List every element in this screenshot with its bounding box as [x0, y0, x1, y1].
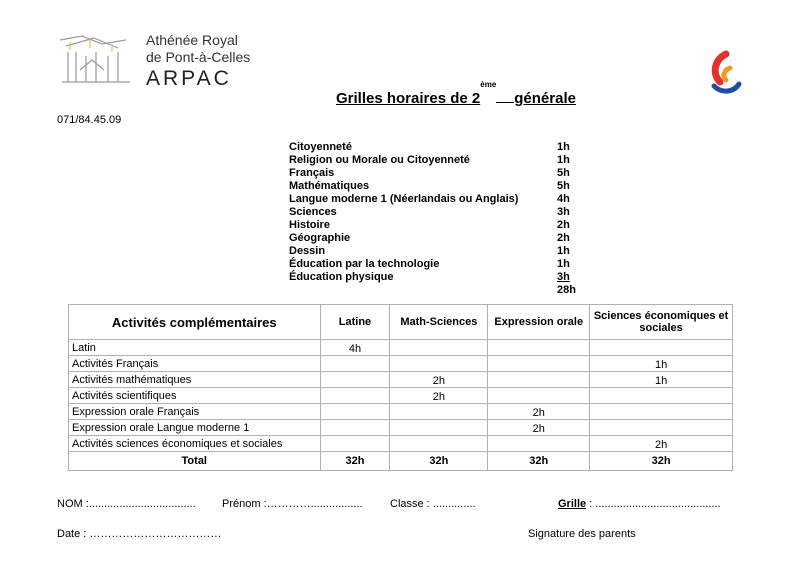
classe-field[interactable]: Classe : .............. [390, 498, 476, 510]
subject-row [289, 180, 587, 193]
table-row [69, 340, 733, 356]
subject-hours: 3h [557, 206, 570, 218]
subject-row [289, 206, 587, 219]
subject-row [289, 193, 587, 206]
subject-hours: 4h [557, 193, 570, 205]
subject-name: Sciences [289, 206, 337, 218]
table-cell [390, 340, 488, 356]
subject-name: Géographie [289, 232, 351, 244]
subject-hours: 1h [557, 258, 570, 270]
table-header: Expression orale [488, 305, 590, 340]
subject-row [289, 154, 587, 167]
table-total-cell: 32h [320, 452, 390, 471]
table-cell: Expression orale Français [69, 404, 321, 420]
table-total-cell: 32h [488, 452, 590, 471]
table-header: Latine [320, 305, 390, 340]
table-cell [390, 356, 488, 372]
table-cell: Activités Français [69, 356, 321, 372]
subject-name: Langue moderne 1 (Néerlandais ou Anglais) [289, 193, 519, 205]
table-cell [488, 436, 590, 452]
table-cell: Expression orale Langue moderne 1 [69, 420, 321, 436]
table-cell [488, 372, 590, 388]
table-cell: 1h [590, 372, 733, 388]
title-suffix: générale [514, 90, 576, 107]
table-cell: 4h [320, 340, 390, 356]
subject-name: Dessin [289, 245, 326, 257]
school-name-line2: de Pont-à-Celles [146, 49, 251, 65]
title-prefix: Grilles horaires de 2 [336, 90, 481, 107]
page-title [336, 80, 576, 107]
table-total-cell: 32h [590, 452, 733, 471]
subject-hours: 1h [557, 245, 570, 257]
subject-hours: 5h [557, 180, 570, 192]
table-cell: 2h [488, 420, 590, 436]
subject-hours: 5h [557, 167, 570, 179]
subject-name: Éducation physique [289, 271, 394, 283]
table-total-cell: Total [69, 452, 321, 471]
subject-row [289, 245, 587, 258]
table-cell: 2h [590, 436, 733, 452]
table-cell [488, 388, 590, 404]
table-cell [320, 372, 390, 388]
table-cell [390, 436, 488, 452]
table-row [69, 372, 733, 388]
table-row [69, 436, 733, 452]
table-row [69, 404, 733, 420]
phone-number: 071/84.45.09 [57, 114, 122, 126]
table-header: Math-Sciences [390, 305, 488, 340]
table-header: Sciences économiques et sociales [590, 305, 733, 340]
subject-name: Éducation par la technologie [289, 258, 440, 270]
table-cell: 2h [390, 388, 488, 404]
subject-hours: 1h [557, 154, 570, 166]
table-cell: Activités mathématiques [69, 372, 321, 388]
subject-name: Français [289, 167, 335, 179]
table-row [69, 356, 733, 372]
grille-blank: : ......................................... [586, 498, 721, 510]
table-cell [320, 356, 390, 372]
table-header-row [69, 305, 733, 340]
subject-hours: 3h [557, 271, 570, 283]
subject-row [289, 258, 587, 271]
nom-field[interactable]: NOM :................................... [57, 498, 196, 510]
table-header: Activités complémentaires [69, 305, 321, 340]
table-cell [320, 420, 390, 436]
table-cell: Activités sciences économiques et sociales [69, 436, 321, 452]
subject-row [289, 141, 587, 154]
table-cell: Latin [69, 340, 321, 356]
subject-name: Histoire [289, 219, 330, 231]
date-field[interactable]: Date : ……………………………… [57, 528, 222, 540]
table-cell: 2h [390, 372, 488, 388]
subject-name: Mathématiques [289, 180, 370, 192]
subject-hours: 1h [557, 141, 570, 153]
grille-field[interactable] [558, 498, 721, 510]
parent-signature-label: Signature des parents [528, 528, 636, 540]
table-total-row [69, 452, 733, 471]
subjects-list [289, 141, 587, 297]
table-cell [488, 340, 590, 356]
table-cell [590, 420, 733, 436]
school-building-logo-icon [56, 30, 136, 88]
table-cell [390, 404, 488, 420]
table-row [69, 420, 733, 436]
subjects-total-row [289, 284, 587, 297]
subject-name: Citoyenneté [289, 141, 352, 153]
activities-table [68, 304, 733, 471]
subject-hours: 2h [557, 219, 570, 231]
table-row [69, 388, 733, 404]
table-cell [590, 340, 733, 356]
school-name-line3: ARPAC [146, 67, 232, 90]
subject-row [289, 232, 587, 245]
table-cell: Activités scientifiques [69, 388, 321, 404]
fwb-brand-logo-icon [706, 50, 742, 96]
table-cell [488, 356, 590, 372]
table-total-cell: 32h [390, 452, 488, 471]
prenom-field[interactable]: Prénom :…………................. [222, 498, 363, 510]
subject-row [289, 271, 587, 284]
school-name-line1: Athénée Royal [146, 32, 238, 48]
table-cell [320, 388, 390, 404]
table-cell [320, 404, 390, 420]
table-cell [590, 388, 733, 404]
subjects-total: 28h [557, 284, 576, 296]
table-cell [390, 420, 488, 436]
subject-name: Religion ou Morale ou Citoyenneté [289, 154, 470, 166]
title-superscript: ème [480, 80, 497, 89]
subject-hours: 2h [557, 232, 570, 244]
subject-row [289, 167, 587, 180]
grille-label: Grille [558, 498, 587, 510]
school-name [146, 32, 250, 92]
table-cell [320, 436, 390, 452]
table-cell: 2h [488, 404, 590, 420]
table-cell [590, 404, 733, 420]
subject-row [289, 219, 587, 232]
table-cell: 1h [590, 356, 733, 372]
